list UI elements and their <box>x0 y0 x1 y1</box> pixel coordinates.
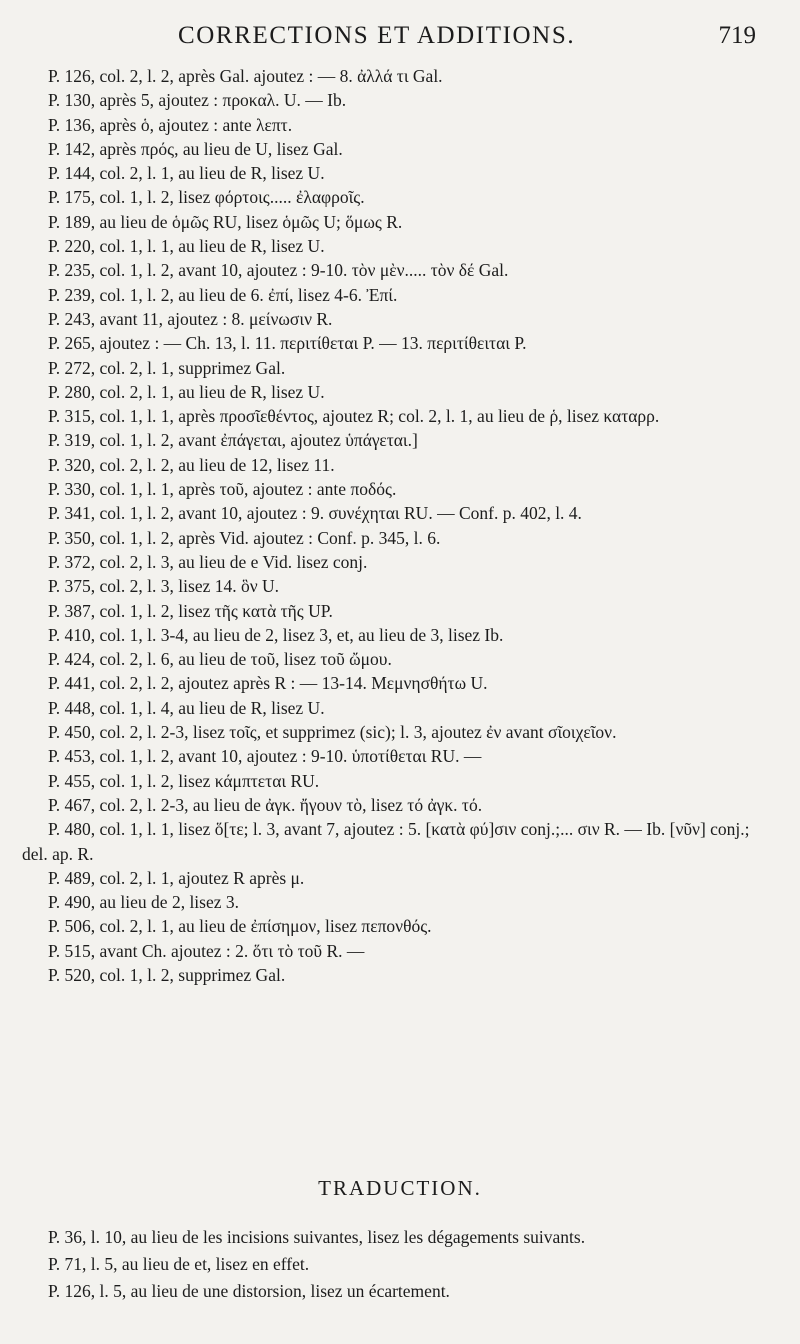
corrections-list <box>22 64 762 987</box>
correction-entry: P. 136, après ὁ, ajoutez : ante λεπτ. <box>48 114 293 135</box>
correction-entry: P. 375, col. 2, l. 3, lisez 14. ὃν U. <box>48 576 280 597</box>
correction-entry: P. 272, col. 2, l. 1, supprimez Gal. <box>48 357 286 378</box>
correction-entry: P. 410, col. 1, l. 3-4, au lieu de 2, lisez 3, et, au lieu de 3, lisez Ib. <box>48 624 504 645</box>
correction-entry: P. 450, col. 2, l. 2-3, lisez τοῖς, et supprimez (sic); l. 3, ajoutez ἐν avant σῖοιχεῖον. <box>48 722 617 743</box>
correction-entry: P. 175, col. 1, l. 2, lisez φόρτοις..... ἐλαφροῖς. <box>48 187 365 208</box>
correction-entry: P. 453, col. 1, l. 2, avant 10, ajoutez : 9-10. ὑποτίθεται RU. — <box>48 746 482 767</box>
correction-entry: P. 520, col. 1, l. 2, supprimez Gal. <box>48 964 286 985</box>
correction-entry: P. 424, col. 2, l. 6, au lieu de τοῦ, lisez τοῦ ὤμου. <box>48 649 392 670</box>
correction-entry: P. 319, col. 1, l. 2, avant ἐπάγεται, ajoutez ὑπάγεται.] <box>48 430 418 451</box>
correction-entry: P. 243, avant 11, ajoutez : 8. μείνωσιν R. <box>48 308 333 329</box>
translation-entry: P. 36, l. 10, au lieu de les incisions suivantes, lisez les dégagements suivants. <box>48 1227 586 1247</box>
correction-entry: P. 506, col. 2, l. 1, au lieu de ἐπίσημον, lisez πεπονθός. <box>48 916 432 937</box>
correction-entry: P. 350, col. 1, l. 2, après Vid. ajoutez : Conf. p. 345, l. 6. <box>48 527 441 548</box>
section-heading: TRADUCTION. <box>318 1176 482 1200</box>
correction-entry: P. 330, col. 1, l. 1, après τοῦ, ajoutez : ante ποδός. <box>48 479 397 500</box>
correction-entry: P. 387, col. 1, l. 2, lisez τῆς κατὰ τῆς UP. <box>48 600 333 621</box>
correction-entry: P. 144, col. 2, l. 1, au lieu de R, lisez U. <box>48 163 325 184</box>
correction-entry: P. 455, col. 1, l. 2, lisez κάμπτεται RU. <box>48 770 320 791</box>
running-header <box>0 20 800 54</box>
correction-entry: P. 341, col. 1, l. 2, avant 10, ajoutez : 9. συνέχηται RU. — Conf. p. 402, l. 4. <box>48 503 582 524</box>
header-title: CORRECTIONS ET ADDITIONS. <box>178 22 576 49</box>
correction-entry: P. 142, après πρός, au lieu de U, lisez Gal. <box>48 138 343 159</box>
correction-entry: P. 315, col. 1, l. 1, après προσῖεθέντος, ajoutez R; col. 2, l. 1, au lieu de ῥ, lisez καταρρ. <box>48 406 660 427</box>
correction-entry: P. 320, col. 2, l. 2, au lieu de 12, lisez 11. <box>48 454 335 475</box>
correction-entry: P. 441, col. 2, l. 2, ajoutez après R : — 13-14. Μεμνησθήτω U. <box>48 673 488 694</box>
correction-entry: P. 235, col. 1, l. 2, avant 10, ajoutez : 9-10. τὸν μὲν..... τὸν δέ Gal. <box>48 260 509 281</box>
page-number: 719 <box>718 22 756 49</box>
correction-entry: P. 126, col. 2, l. 2, après Gal. ajoutez : — 8. ἀλλά τι Gal. <box>48 66 443 86</box>
correction-entry: P. 489, col. 2, l. 1, ajoutez R après μ. <box>48 867 305 888</box>
translation-entry: P. 71, l. 5, au lieu de et, lisez en effet. <box>48 1254 310 1274</box>
correction-entry: P. 448, col. 1, l. 4, au lieu de R, lisez U. <box>48 697 325 718</box>
correction-entry: P. 265, ajoutez : — Ch. 13, l. 11. περιτίθεται P. — 13. περιτίθειται P. <box>48 333 527 354</box>
correction-entry: P. 189, au lieu de ὁμῶς RU, lisez ὁμῶς U; ὅμως R. <box>48 211 403 232</box>
translation-entry: P. 126, l. 5, au lieu de une distorsion, lisez un écartement. <box>48 1281 450 1301</box>
correction-entry: P. 239, col. 1, l. 2, au lieu de 6. ἐπί, lisez 4-6. Ἐπί. <box>48 284 398 305</box>
correction-entry: P. 280, col. 2, l. 1, au lieu de R, lisez U. <box>48 381 325 402</box>
correction-entry: P. 467, col. 2, l. 2-3, au lieu de ἀγκ. ἤγουν τὸ, lisez τό ἀγκ. τό. <box>48 794 483 815</box>
correction-entry: P. 480, col. 1, l. 1, lisez ὅ[τε; l. 3, avant 7, ajoutez : 5. [κατὰ φύ]σιν conj.;... σιν R. — Ib. [νῦν] conj.; del. ap. R. <box>22 819 750 864</box>
correction-entry: P. 490, au lieu de 2, lisez 3. <box>48 892 240 913</box>
correction-entry: P. 220, col. 1, l. 1, au lieu de R, lisez U. <box>48 236 325 257</box>
correction-entry: P. 372, col. 2, l. 3, au lieu de e Vid. lisez conj. <box>48 551 368 572</box>
translation-corrections-list <box>22 1224 762 1305</box>
correction-entry: P. 515, avant Ch. ajoutez : 2. ὅτι τὸ τοῦ R. — <box>48 940 365 961</box>
correction-entry: P. 130, après 5, ajoutez : προκαλ. U. — Ib. <box>48 90 347 111</box>
